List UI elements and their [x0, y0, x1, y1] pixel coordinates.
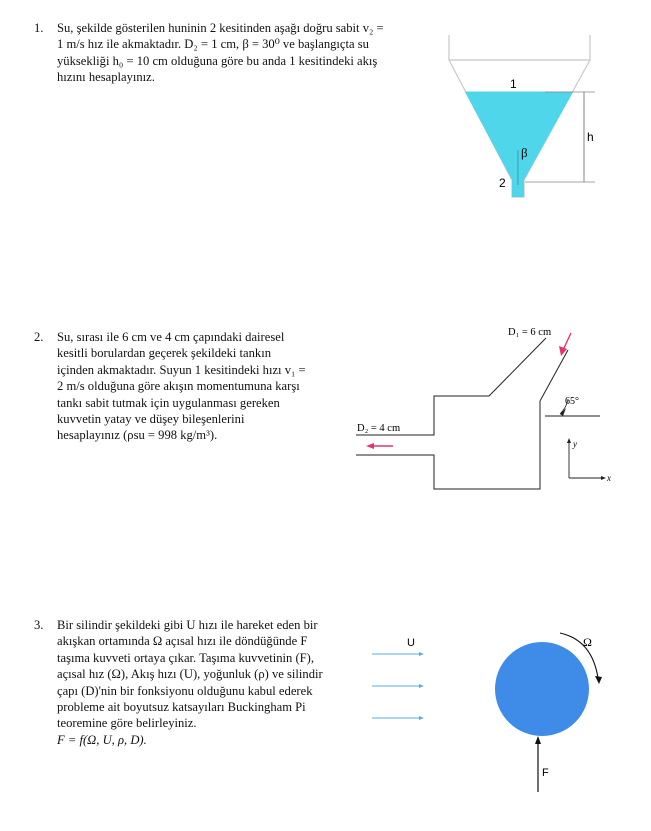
- label-y: y: [573, 439, 577, 449]
- q2-line-1: Su, sırası ile 6 cm ve 4 cm çapındaki dairesel: [57, 330, 285, 344]
- flow-arrowhead-1: [419, 652, 424, 656]
- label-section-1: 1: [510, 77, 517, 91]
- q2-line-7: hesaplayınız (ρsu = 998 kg/m³).: [57, 428, 218, 443]
- q1-line-3: yüksekliği h₀ = 10 cm olduğuna göre bu anda 1 kesitindeki akış: [57, 53, 378, 68]
- q2-line-6: kuvvetin yatay ve düşey bileşenlerini: [57, 412, 245, 427]
- q3-line-2: akışkan ortamında Ω açısal hızı ile döndüğünde F: [57, 634, 308, 649]
- label-section-2: 2: [499, 176, 506, 190]
- q2-line-4: 2 m/s olduğuna göre akışın momentumuna karşı: [57, 379, 300, 394]
- q1-line-1: Su, şekilde gösterilen huninin 2 kesitinden aşağı doğru sabit v₂ =: [57, 21, 384, 35]
- q2-line-2: kesitli borulardan geçerek şekildeki tankın: [57, 346, 272, 361]
- q3-line-5: çapı (D)'nin bir fonksiyonu olduğunu kabul ederek: [57, 683, 313, 698]
- q2-line-5: tankı sabit tutmak için uygulanması gereken: [57, 395, 280, 410]
- lift-force-arrowhead: [535, 736, 541, 744]
- label-d1: D₁ = 6 cm: [508, 327, 552, 338]
- q3-line-3: taşıma kuvveti ortaya çıkar. Taşıma kuvvetinin (F),: [57, 650, 314, 665]
- label-x: x: [607, 473, 611, 483]
- flow-arrowhead-3: [419, 716, 424, 720]
- question-3-number: 3.: [34, 618, 44, 632]
- label-u: U: [407, 637, 415, 649]
- flow-arrowhead-2: [419, 684, 424, 688]
- q3-line-7: teoremine göre belirleyiniz.: [57, 716, 197, 731]
- label-h: h: [587, 130, 594, 144]
- label-omega: Ω: [583, 635, 592, 649]
- label-angle: 65°: [565, 396, 579, 407]
- label-d2: D₂ = 4 cm: [357, 423, 401, 434]
- q3-line-1: Bir silindir şekildeki gibi U hızı ile hareket eden bir: [57, 618, 318, 632]
- q1-line-4: hızını hesaplayınız.: [57, 70, 155, 85]
- q3-line-4: açısal hız (Ω), Akış hızı (U), yoğunluk (ρ) ve silindir: [57, 667, 323, 682]
- label-beta: β: [521, 145, 528, 160]
- q3-line-6: probleme ait boyutsuz katsayıları Buckingham Pi: [57, 700, 306, 715]
- label-f: F: [542, 767, 549, 779]
- q2-line-3: içinden akmaktadır. Suyun 1 kesitindeki hızı v₁ =: [57, 362, 306, 377]
- rotation-arrowhead: [595, 676, 602, 684]
- question-2-number: 2.: [34, 330, 44, 344]
- question-1-number: 1.: [34, 21, 44, 35]
- q1-line-2: 1 m/s hız ile akmaktadır. D₂ = 1 cm, β = 30⁰ ve başlangıçta su: [57, 37, 369, 52]
- q3-formula: F = f(Ω, U, ρ, D).: [57, 732, 147, 747]
- cylinder: [495, 642, 589, 736]
